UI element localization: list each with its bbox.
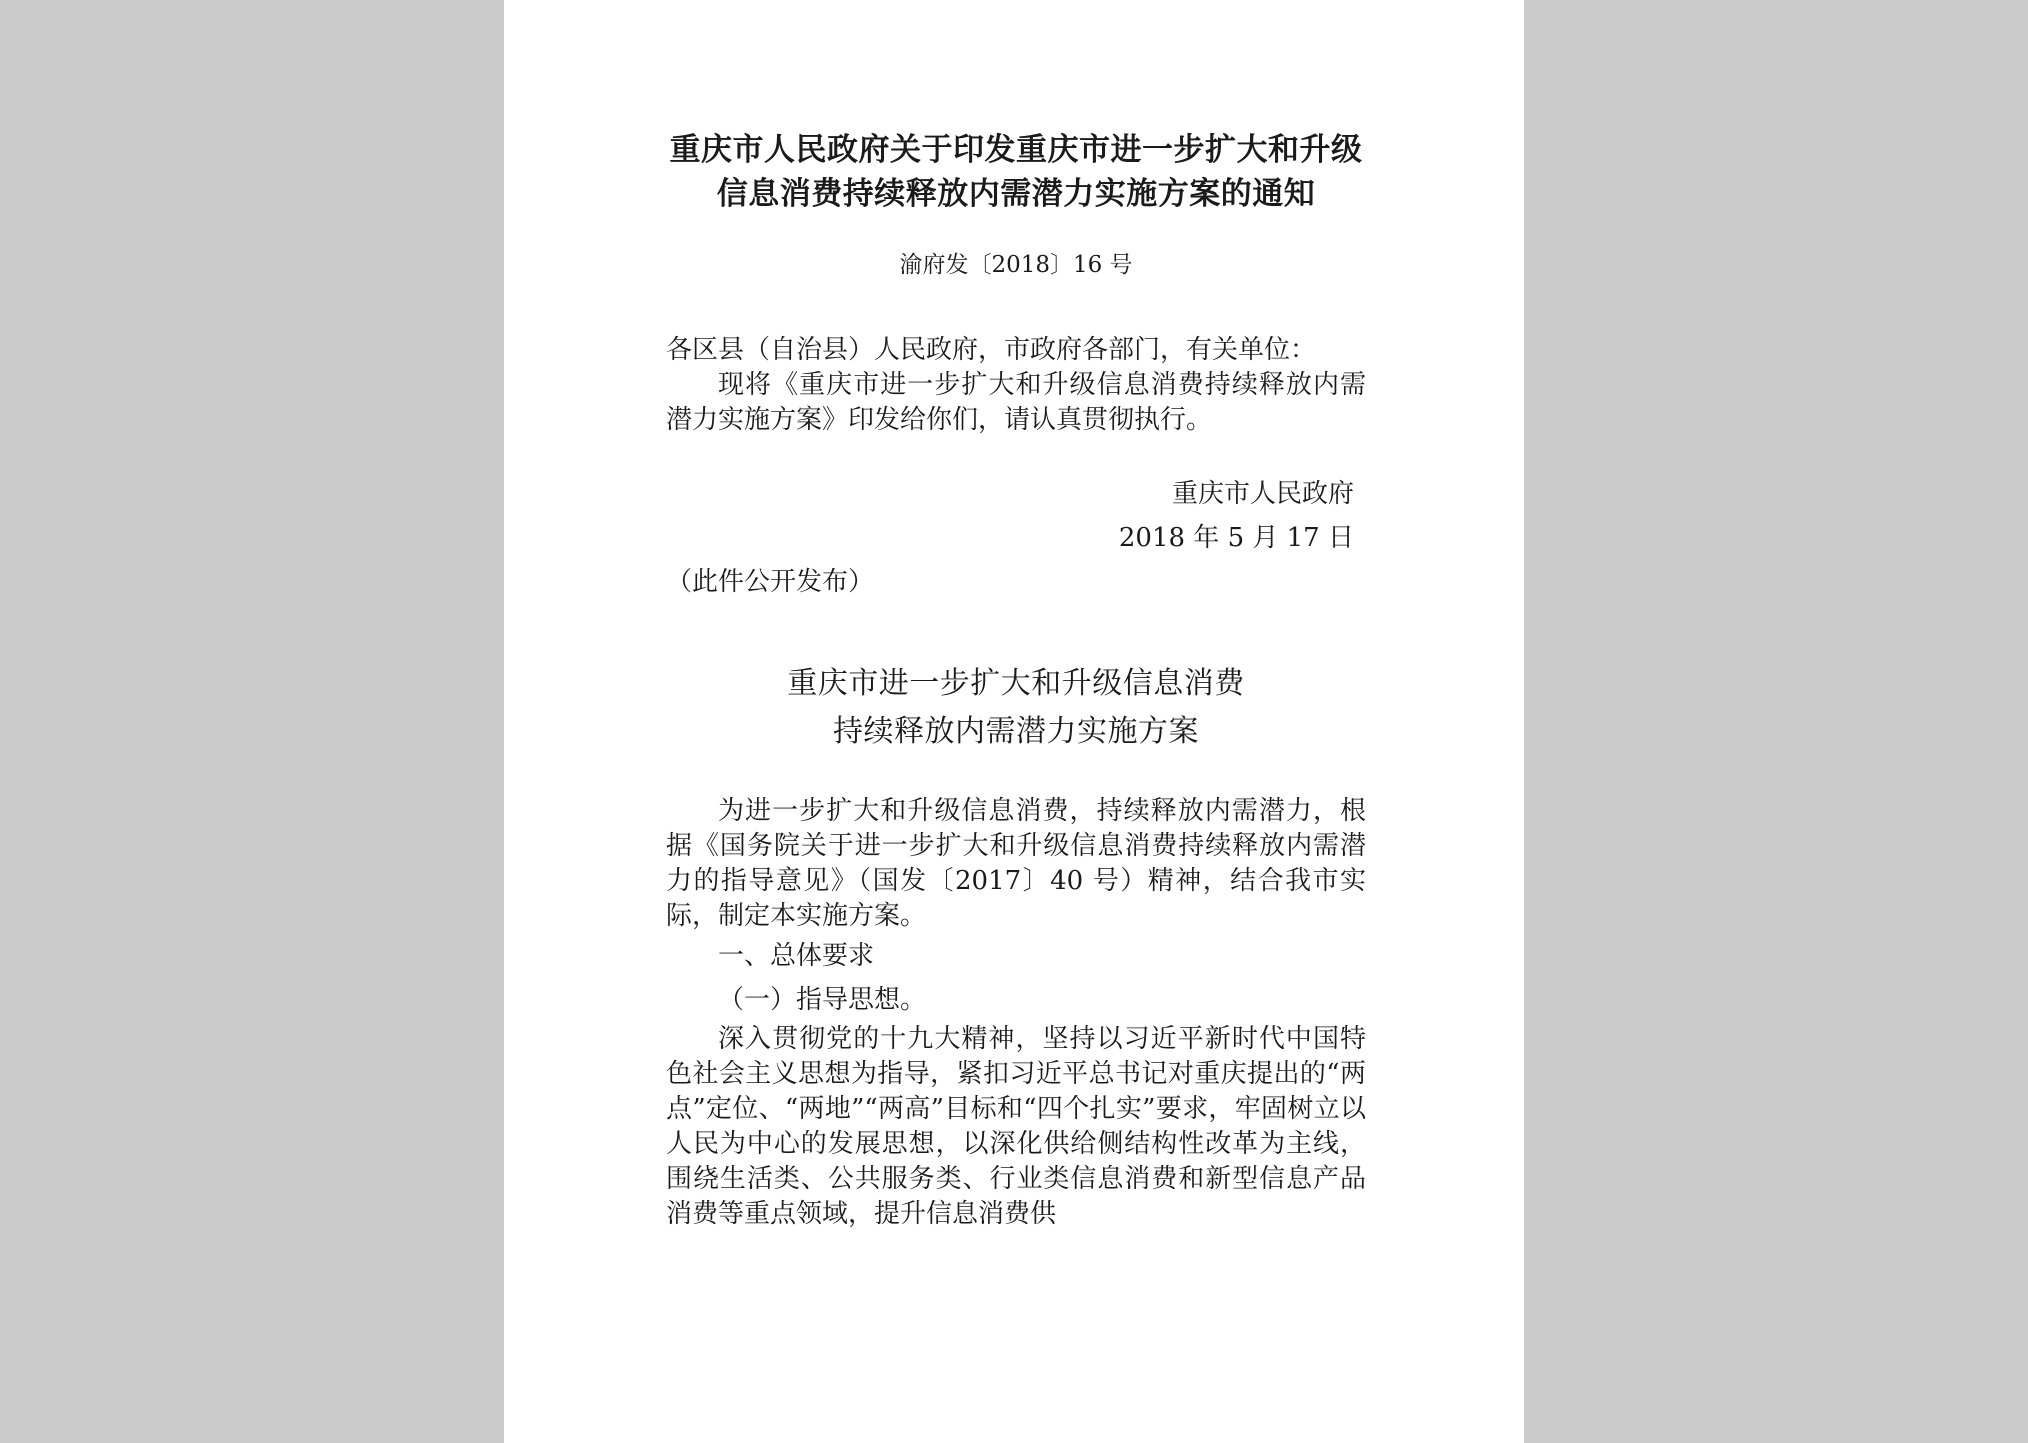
notice-title-line-2: 信息消费持续释放内需潜力实施方案的通知 (716, 176, 1316, 212)
issue-date: 2018 年 5 月 17 日 (1118, 523, 1354, 553)
public-release-note: （此件公开发布） (666, 567, 875, 597)
notice-title (666, 128, 1366, 216)
issuer-name: 重庆市人民政府 (1171, 479, 1354, 509)
plan-title-line-1: 重庆市进一步扩大和升级信息消费 (787, 666, 1245, 701)
plan-body (666, 794, 1366, 1232)
guiding-ideology-text: 深入贯彻党的十九大精神，坚持以习近平新时代中国特色社会主义思想为指导，紧扣习近平总书记对重庆提出的“两点”定位、“两地”“两高”目标和“四个扎实”要求，牢固树立以人民为中心的发展思想，以深化供给侧结构性改革为主线，围绕生活类、公共服务类、行业类信息消费和新型信息产品消费等重点领域，提升信息消费供 (666, 1024, 1366, 1229)
document-number: 渝府发〔2018〕16 号 (899, 252, 1133, 278)
document-page (504, 0, 1524, 1443)
plan-intro: 为进一步扩大和升级信息消费，持续释放内需潜力，根据《国务院关于进一步扩大和升级信息消费持续释放内需潜力的指导意见》（国发〔2017〕40 号）精神，结合我市实际，制定本实施方案。 (666, 796, 1366, 931)
plan-title (666, 660, 1366, 756)
notice-title-line-1: 重庆市人民政府关于印发重庆市进一步扩大和升级 (669, 132, 1363, 168)
issuer-block (666, 472, 1366, 560)
subsection-heading-guiding-ideology: （一）指导思想。 (718, 985, 927, 1015)
salutation: 各区县（自治县）人民政府，市政府各部门，有关单位： (666, 335, 1317, 365)
notice-body: 现将《重庆市进一步扩大和升级信息消费持续释放内需潜力实施方案》印发给你们，请认真贯彻执行。 (666, 370, 1366, 435)
plan-title-line-2: 持续释放内需潜力实施方案 (833, 714, 1199, 749)
document-content (666, 128, 1366, 1232)
section-heading-general-requirements: 一、总体要求 (718, 941, 875, 971)
